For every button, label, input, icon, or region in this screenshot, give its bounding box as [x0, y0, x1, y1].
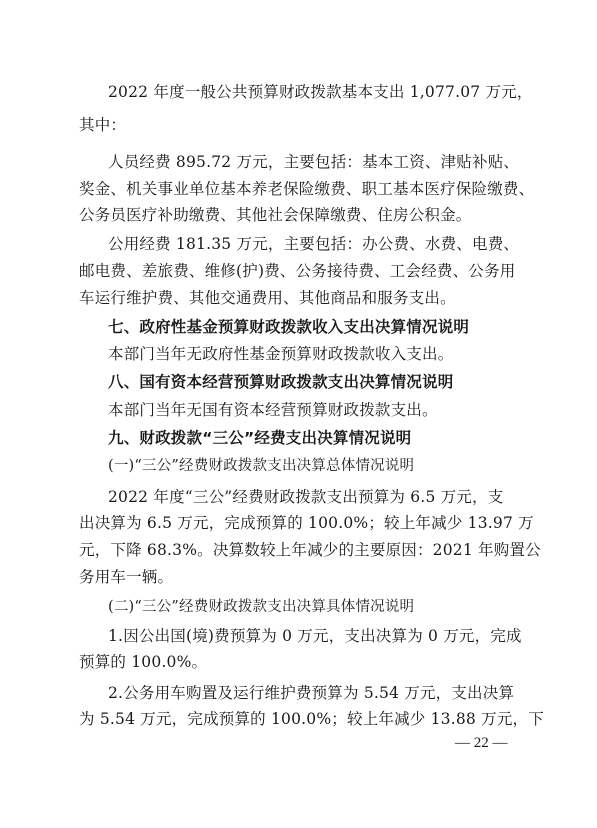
subsection-heading: (二)“三公”经费财政拨款支出决算具体情况说明 — [108, 599, 415, 615]
text-line: 务用车一辆。 — [79, 568, 174, 586]
section-heading: 八、国有资本经营预算财政拨款支出决算情况说明 — [108, 373, 454, 391]
text-line: 其中： — [79, 116, 127, 134]
section-heading: 九、财政拨款“三公”经费支出决算情况说明 — [108, 429, 412, 447]
text-line: 车运行维护费、其他交通费用、其他商品和服务支出。 — [79, 289, 456, 307]
text-line: 为 5.54 万元，完成预算的 100.0%；较上年减少 13.88 万元，下 — [79, 710, 544, 728]
text-line: 1.因公出国(境)费预算为 0 万元，支出决算为 0 万元，完成 — [108, 627, 522, 645]
text-line: 出决算为 6.5 万元，完成预算的 100.0%；较上年减少 13.97 万 — [79, 514, 534, 532]
text-line: 公务员医疗补助缴费、其他社会保障缴费、住房公积金。 — [79, 206, 472, 224]
text-line: 人员经费 895.72 万元，主要包括：基本工资、津贴补贴、 — [108, 153, 520, 171]
text-line: 2022 年度“三公”经费财政拨款支出预算为 6.5 万元，支 — [108, 488, 504, 506]
text-line: 2022 年度一般公共预算财政拨款基本支出 1,077.07 万元， — [108, 83, 533, 101]
text-line: 奖金、机关事业单位基本养老保险缴费、职工基本医疗保险缴费、 — [79, 180, 535, 198]
text-line: 本部门当年无国有资本经营预算财政拨款支出。 — [108, 401, 438, 419]
text-line: 本部门当年无政府性基金预算财政拨款收入支出。 — [108, 345, 454, 363]
text-line: 预算的 100.0%。 — [79, 653, 208, 671]
text-line: 邮电费、差旅费、维修(护)费、公务接待费、工会经费、公务用 — [79, 262, 516, 280]
text-line: 元，下降 68.3%。决算数较上年减少的主要原因：2021 年购置公 — [79, 541, 541, 559]
section-heading: 七、政府性基金预算财政拨款收入支出决算情况说明 — [108, 318, 470, 336]
page-number: — 22 — — [455, 735, 508, 751]
text-line: 公用经费 181.35 万元，主要包括：办公费、水费、电费、 — [108, 235, 520, 253]
text-line: 2.公务用车购置及运行维护费预算为 5.54 万元，支出决算 — [108, 684, 515, 702]
subsection-heading: (一)“三公”经费财政拨款支出决算总体情况说明 — [108, 458, 415, 474]
